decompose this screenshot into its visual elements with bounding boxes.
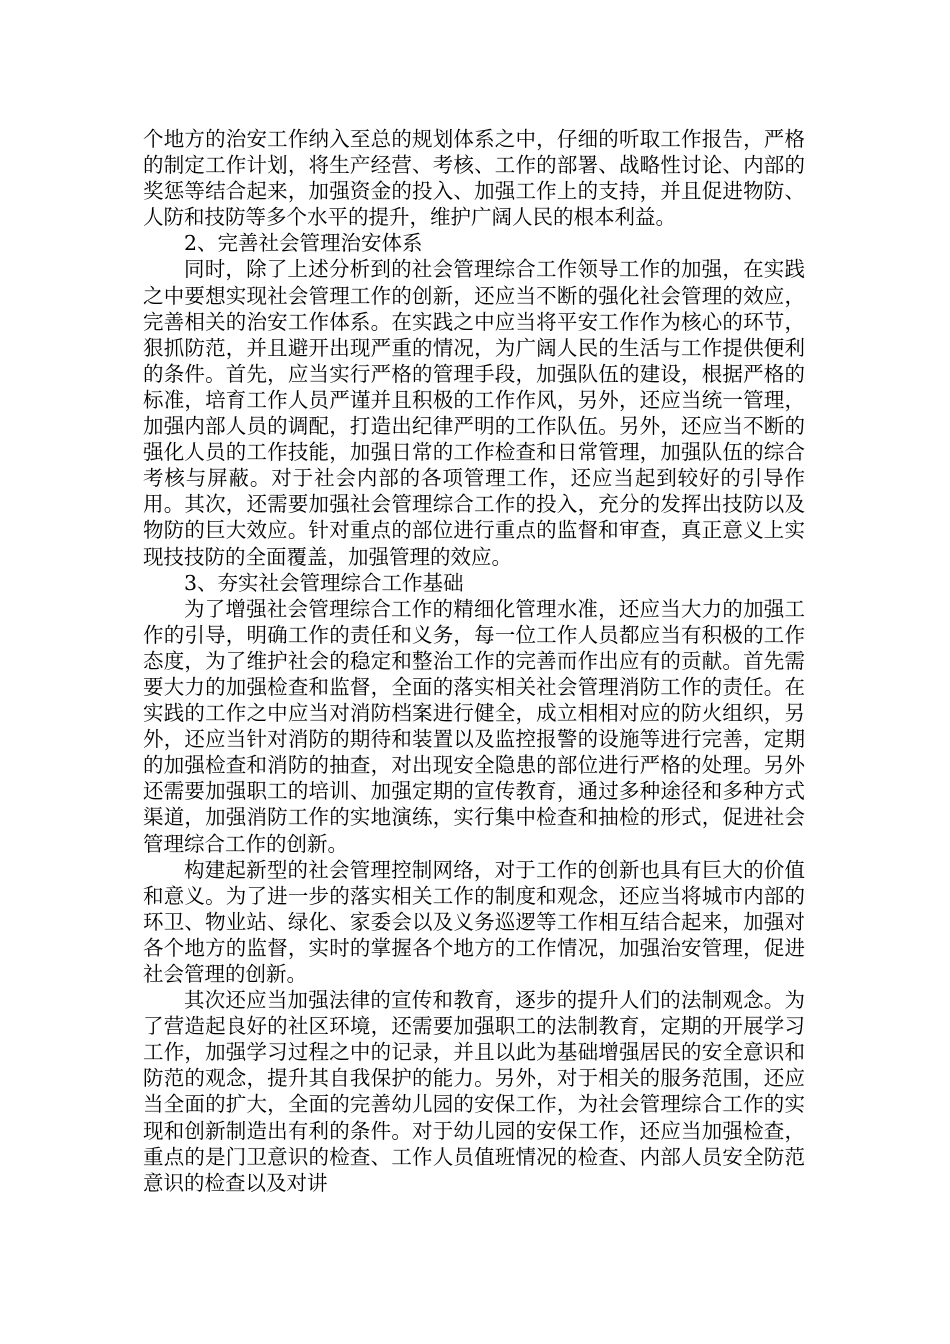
document-page [143, 126, 805, 1196]
body-paragraph: 个地方的治安工作纳入至总的规划体系之中，仔细的听取工作报告，严格的制定工作计划，将生产经营、考核、工作的部署、战略性讨论、内部的奖惩等结合起来，加强资金的投入、加强工作上的支持，并且促进物防、人防和技防等多个水平的提升，维护广阔人民的根本利益。 [143, 127, 805, 230]
body-paragraph: 同时，除了上述分析到的社会管理综合工作领导工作的加强，在实践之中要想实现社会管理工作的创新，还应当不断的强化社会管理的效应，完善相关的治安工作体系。在实践之中应当将平安工作作为核心的环节，狠抓防范，并且避开出现严重的情况，为广阔人民的生活与工作提供便利的条件。首先，应当实行严格的管理手段，加强队伍的建设，根据严格的标准，培育工作人员严谨并且积极的工作作风，另外，还应当统一管理，加强内部人员的调配，打造出纪律严明的工作队伍。另外，还应当不断的强化人员的工作技能，加强日常的工作检查和日常管理，加强队伍的综合考核与屏蔽。对于社会内部的各项管理工作，还应当起到较好的引导作用。其次，还需要加强社会管理综合工作的投入，充分的发挥出技防以及物防的巨大效应。针对重点的部位进行重点的监督和审查，真正意义上实现技技防的全面覆盖，加强管理的效应。 [143, 257, 805, 569]
body-paragraph: 构建起新型的社会管理控制网络，对于工作的创新也具有巨大的价值和意义。为了进一步的落实相关工作的制度和观念，还应当将城市内部的环卫、物业站、绿化、家委会以及义务巡逻等工作相互结合起来，加强对各个地方的监督，实时的掌握各个地方的工作情况，加强治安管理，促进社会管理的创新。 [143, 857, 805, 986]
body-paragraph: 为了增强社会管理综合工作的精细化管理水准，还应当大力的加强工作的引导，明确工作的责任和义务，每一位工作人员都应当有积极的工作态度，为了维护社会的稳定和整治工作的完善而作出应有的贡献。首先需要大力的加强检查和监督，全面的落实相关社会管理消防工作的责任。在实践的工作之中应当对消防档案进行健全，成立相相对应的防火组织，另外，还应当针对消防的期待和装置以及监控报警的设施等进行完善，定期的加强检查和消防的抽查，对出现安全隐患的部位进行严格的处理。另外还需要加强职工的培训、加强定期的宣传教育，通过多种途径和多种方式渠道，加强消防工作的实地演练，实行集中检查和抽检的形式，促进社会管理综合工作的创新。 [143, 596, 805, 856]
body-paragraph: 其次还应当加强法律的宣传和教育，逐步的提升人们的法制观念。为了营造起良好的社区环境，还需要加强职工的法制教育，定期的开展学习工作，加强学习过程之中的记录，并且以此为基础增强居民的安全意识和防范的观念，提升其自我保护的能力。另外，对于相关的服务范围，还应当全面的扩大，全面的完善幼儿园的安保工作，为社会管理综合工作的实现和创新制造出有利的条件。对于幼儿园的安保工作，还应当加强检查，重点的是门卫意识的检查、工作人员值班情况的检查、内部人员安全防范意识的检查以及对讲 [143, 988, 805, 1195]
section-heading: 3、夯实社会管理综合工作基础 [184, 570, 464, 595]
section-heading: 2、完善社会管理治安体系 [184, 231, 423, 256]
